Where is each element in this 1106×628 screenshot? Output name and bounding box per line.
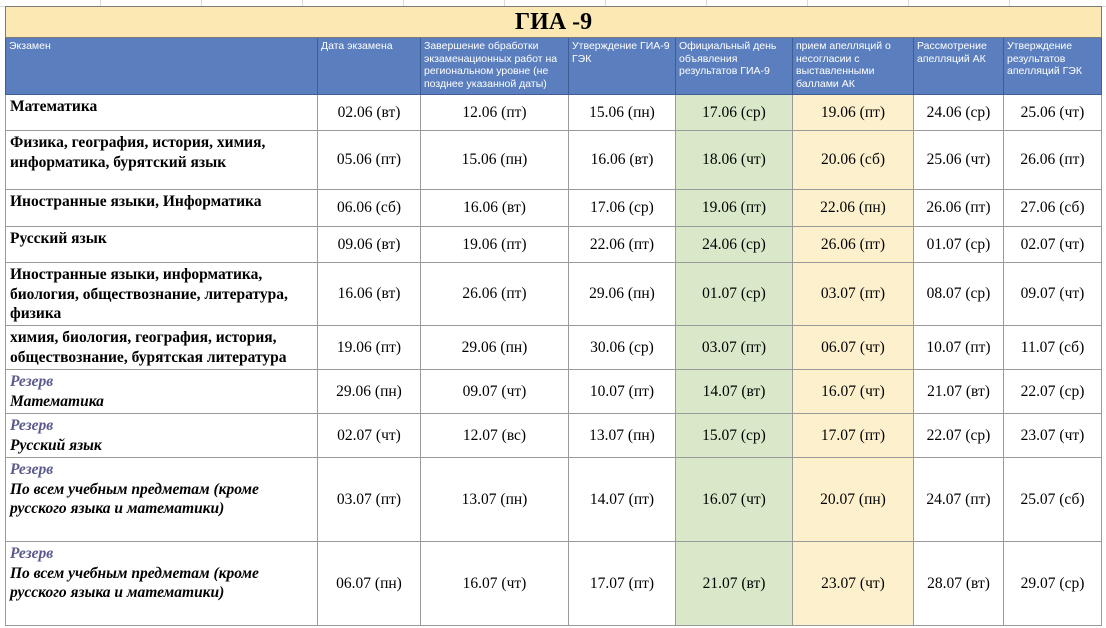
processing-end-cell[interactable]: 16.06 (вт) — [421, 190, 569, 227]
appeal-review-cell[interactable]: 22.07 (ср) — [914, 414, 1004, 458]
appeal-intake-cell[interactable]: 22.06 (пн) — [793, 190, 914, 227]
header-appeal-intake[interactable]: прием апелляций о несогласии с выставленными баллами АК — [793, 38, 914, 95]
appeal-approval-cell[interactable]: 25.07 (сб) — [1004, 458, 1102, 542]
gek-approval-cell[interactable]: 22.06 (пт) — [569, 227, 676, 263]
results-day-cell[interactable]: 14.07 (вт) — [676, 370, 793, 414]
exam-date-cell[interactable]: 19.06 (пт) — [318, 326, 421, 370]
appeal-review-cell[interactable]: 26.06 (пт) — [914, 190, 1004, 227]
appeal-approval-cell[interactable]: 22.07 (ср) — [1004, 370, 1102, 414]
appeal-intake-cell[interactable]: 06.07 (чт) — [793, 326, 914, 370]
exam-cell[interactable] — [6, 542, 318, 626]
results-day-cell[interactable]: 03.07 (пт) — [676, 326, 793, 370]
results-day-cell[interactable]: 01.07 (ср) — [676, 263, 793, 326]
appeal-review-cell[interactable]: 24.07 (пт) — [914, 458, 1004, 542]
processing-end-cell[interactable]: 12.06 (пт) — [421, 95, 569, 131]
results-day-cell[interactable]: 18.06 (чт) — [676, 131, 793, 190]
processing-end-cell[interactable]: 13.07 (пн) — [421, 458, 569, 542]
appeal-review-cell[interactable]: 08.07 (ср) — [914, 263, 1004, 326]
header-appeal-approval[interactable]: Утверждение результатов апелляций ГЭК — [1004, 38, 1102, 95]
gek-approval-cell[interactable]: 29.06 (пн) — [569, 263, 676, 326]
exam-date-cell[interactable]: 16.06 (вт) — [318, 263, 421, 326]
results-day-cell[interactable]: 19.06 (пт) — [676, 190, 793, 227]
header-row — [6, 38, 1102, 95]
reserve-label: Резерв — [10, 545, 54, 562]
appeal-intake-cell[interactable]: 16.07 (чт) — [793, 370, 914, 414]
header-appeal-review[interactable]: Рассмотрение апелляций АК — [914, 38, 1004, 95]
table-row — [6, 263, 1102, 326]
table-title[interactable]: ГИА -9 — [6, 7, 1102, 38]
exam-name: Математика — [10, 392, 104, 410]
table-row — [6, 326, 1102, 370]
gek-approval-cell[interactable]: 10.07 (пт) — [569, 370, 676, 414]
appeal-intake-cell[interactable]: 19.06 (пт) — [793, 95, 914, 131]
appeal-review-cell[interactable]: 28.07 (вт) — [914, 542, 1004, 626]
exam-name: Русский язык — [10, 436, 102, 454]
gek-approval-cell[interactable]: 16.06 (вт) — [569, 131, 676, 190]
reserve-label: Резерв — [10, 373, 54, 390]
exam-date-cell[interactable]: 02.06 (вт) — [318, 95, 421, 131]
results-day-cell[interactable]: 17.06 (ср) — [676, 95, 793, 131]
exam-date-cell[interactable]: 29.06 (пн) — [318, 370, 421, 414]
appeal-approval-cell[interactable]: 29.07 (ср) — [1004, 542, 1102, 626]
processing-end-cell[interactable]: 26.06 (пт) — [421, 263, 569, 326]
appeal-intake-cell[interactable]: 26.06 (пт) — [793, 227, 914, 263]
appeal-intake-cell[interactable]: 03.07 (пт) — [793, 263, 914, 326]
appeal-review-cell[interactable]: 24.06 (ср) — [914, 95, 1004, 131]
results-day-cell[interactable]: 21.07 (вт) — [676, 542, 793, 626]
processing-end-cell[interactable]: 12.07 (вс) — [421, 414, 569, 458]
gek-approval-cell[interactable]: 14.07 (пт) — [569, 458, 676, 542]
appeal-review-cell[interactable]: 21.07 (вт) — [914, 370, 1004, 414]
gek-approval-cell[interactable]: 15.06 (пн) — [569, 95, 676, 131]
processing-end-cell[interactable]: 19.06 (пт) — [421, 227, 569, 263]
table-row — [6, 190, 1102, 227]
exam-name: Физика, география, история, химия, информатика, бурятский язык — [10, 134, 266, 171]
table-row — [6, 458, 1102, 542]
processing-end-cell[interactable]: 29.06 (пн) — [421, 326, 569, 370]
table-row — [6, 370, 1102, 414]
exam-name: Русский язык — [10, 230, 107, 247]
appeal-approval-cell[interactable]: 25.06 (чт) — [1004, 95, 1102, 131]
appeal-approval-cell[interactable]: 27.06 (сб) — [1004, 190, 1102, 227]
gek-approval-cell[interactable]: 17.07 (пт) — [569, 542, 676, 626]
exam-name: Математика — [10, 98, 98, 115]
exam-date-cell[interactable]: 09.06 (вт) — [318, 227, 421, 263]
gek-approval-cell[interactable]: 13.07 (пн) — [569, 414, 676, 458]
appeal-intake-cell[interactable]: 20.07 (пн) — [793, 458, 914, 542]
appeal-approval-cell[interactable]: 11.07 (сб) — [1004, 326, 1102, 370]
processing-end-cell[interactable]: 16.07 (чт) — [421, 542, 569, 626]
exam-cell[interactable] — [6, 263, 318, 326]
header-gek-approval[interactable]: Утверждение ГИА-9 ГЭК — [569, 38, 676, 95]
appeal-approval-cell[interactable]: 02.07 (чт) — [1004, 227, 1102, 263]
exam-date-cell[interactable]: 06.07 (пн) — [318, 542, 421, 626]
header-exam[interactable]: Экзамен — [6, 38, 318, 95]
appeal-review-cell[interactable]: 01.07 (ср) — [914, 227, 1004, 263]
appeal-intake-cell[interactable]: 17.07 (пт) — [793, 414, 914, 458]
appeal-review-cell[interactable]: 10.07 (пт) — [914, 326, 1004, 370]
appeal-intake-cell[interactable]: 20.06 (сб) — [793, 131, 914, 190]
exam-cell[interactable] — [6, 190, 318, 227]
exam-name: Иностранные языки, информатика, биология, обществознание, литература, физика — [10, 266, 288, 322]
exam-date-cell[interactable]: 03.07 (пт) — [318, 458, 421, 542]
exam-date-cell[interactable]: 02.07 (чт) — [318, 414, 421, 458]
results-day-cell[interactable]: 24.06 (ср) — [676, 227, 793, 263]
gek-approval-cell[interactable]: 17.06 (ср) — [569, 190, 676, 227]
header-results-day[interactable]: Официальный день объявления результатов ГИА-9 — [676, 38, 793, 95]
exam-schedule-table — [5, 6, 1102, 626]
exam-cell[interactable] — [6, 458, 318, 542]
results-day-cell[interactable]: 16.07 (чт) — [676, 458, 793, 542]
exam-date-cell[interactable]: 05.06 (пт) — [318, 131, 421, 190]
exam-cell[interactable] — [6, 95, 318, 131]
exam-cell[interactable] — [6, 326, 318, 370]
table-row — [6, 542, 1102, 626]
exam-cell[interactable] — [6, 227, 318, 263]
table-row — [6, 95, 1102, 131]
exam-name: химия, биология, география, история, обществознание, бурятская литература — [10, 329, 287, 366]
header-exam-date[interactable]: Дата экзамена — [318, 38, 421, 95]
results-day-cell[interactable]: 15.07 (ср) — [676, 414, 793, 458]
exam-cell[interactable] — [6, 414, 318, 458]
table-row — [6, 227, 1102, 263]
exam-name: Иностранные языки, Информатика — [10, 193, 262, 210]
reserve-label: Резерв — [10, 417, 54, 434]
exam-date-cell[interactable]: 06.06 (сб) — [318, 190, 421, 227]
appeal-approval-cell[interactable]: 23.07 (чт) — [1004, 414, 1102, 458]
appeal-review-cell[interactable]: 25.06 (чт) — [914, 131, 1004, 190]
exam-cell[interactable] — [6, 370, 318, 414]
appeal-approval-cell[interactable]: 26.06 (пт) — [1004, 131, 1102, 190]
reserve-label: Резерв — [10, 461, 54, 478]
table-row — [6, 131, 1102, 190]
exam-name: По всем учебным предметам (кроме русского языка и математики) — [10, 480, 259, 517]
table-row — [6, 414, 1102, 458]
exam-name: По всем учебным предметам (кроме русского языка и математики) — [10, 564, 259, 601]
processing-end-cell[interactable]: 15.06 (пн) — [421, 131, 569, 190]
gek-approval-cell[interactable]: 30.06 (ср) — [569, 326, 676, 370]
table-body — [6, 95, 1102, 626]
appeal-intake-cell[interactable]: 23.07 (чт) — [793, 542, 914, 626]
exam-cell[interactable] — [6, 131, 318, 190]
appeal-approval-cell[interactable]: 09.07 (чт) — [1004, 263, 1102, 326]
processing-end-cell[interactable]: 09.07 (чт) — [421, 370, 569, 414]
header-processing-end[interactable]: Завершение обработки экзаменационных работ на региональном уровне (не позднее указанной даты) — [421, 38, 569, 95]
